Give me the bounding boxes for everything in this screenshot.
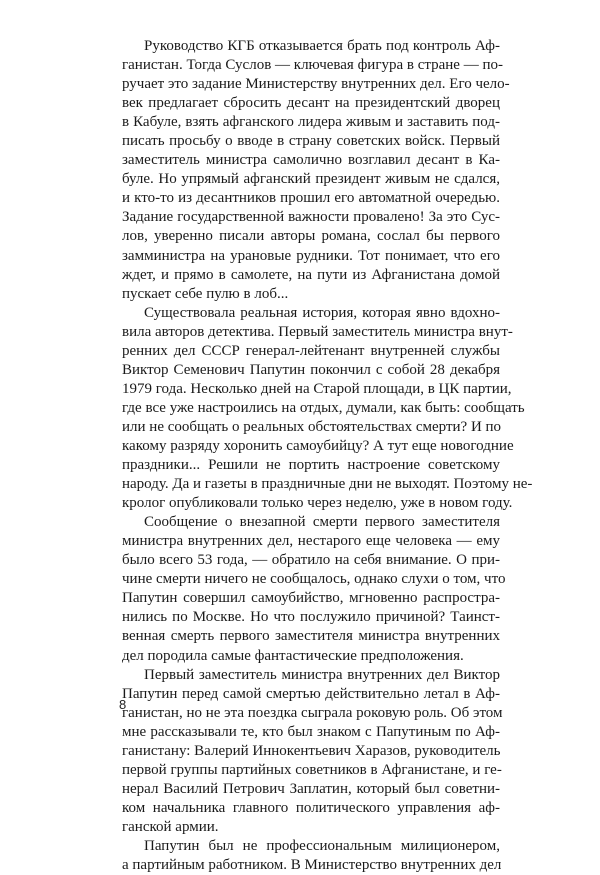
text-line: ком начальника главного политического управления аф- <box>122 799 500 816</box>
text-line: дел породила самые фантастические предположения. <box>122 647 464 664</box>
text-line: Папутин перед самой смертью действительно летал в Аф- <box>122 685 500 702</box>
text-line: буле. Но упрямый афганский президент живым не сдался, <box>122 171 500 188</box>
text-line: ждет, и прямо в самолете, на пути из Афганистана домой <box>122 266 500 283</box>
paragraph-1 <box>122 37 510 304</box>
text-line: ренних дел СССР генерал-лейтенант внутренней службы <box>122 342 500 359</box>
text-line: век предлагает сбросить десант на президентский дворец <box>122 95 500 112</box>
text-line: в Кабуле, взять афганского лидера живым и заставить под- <box>122 114 500 131</box>
text-line: а партийным работником. В Министерство внутренних дел <box>122 857 502 874</box>
text-line: Первый заместитель министра внутренних дел Виктор <box>144 666 500 683</box>
text-line: кролог опубликовали только через неделю, уже в новом году. <box>122 495 513 512</box>
text-line: Существовала реальная история, которая явно вдохно- <box>144 304 500 321</box>
text-line: или не сообщать о реальных обстоятельствах смерти? И по <box>122 418 502 435</box>
text-line: было всего 53 года, — обратило на себя внимание. О при- <box>122 552 500 569</box>
text-line: первой группы партийных советников в Афганистане, и ге- <box>122 761 502 778</box>
text-line: где все уже настроились на отдых, думали, как быть: сообщать <box>122 399 525 416</box>
text-line: нились по Москве. Но что послужило причиной? Таинст- <box>122 609 500 626</box>
text-line: ганистан, но не эта поездка сыграла роковую роль. Об этом <box>122 704 503 721</box>
text-line: заместитель министра самолично возглавил десант в Ка- <box>122 152 500 169</box>
text-line: Сообщение о внезапной смерти первого заместителя <box>144 514 500 531</box>
text-line: какому разряду хоронить самоубийцу? А тут еще новогодние <box>122 437 514 454</box>
text-line: мне рассказывали те, кто был знаком с Папутиным по Аф- <box>122 723 500 740</box>
text-line: пускает себе пулю в лоб... <box>122 285 289 302</box>
text-line: чине смерти ничего не сообщалось, однако слухи о том, что <box>122 571 506 588</box>
text-line: Задание государственной важности провалено! За это Сус- <box>122 209 500 226</box>
text-line: венная смерть первого заместителя министра внутренних <box>122 628 500 645</box>
text-line: министра внутренних дел, нестарого еще человека — ему <box>122 533 500 550</box>
page-number: 8 <box>119 697 127 712</box>
text-line: Руководство КГБ отказывается брать под контроль Аф- <box>144 38 500 54</box>
text-line: 1979 года. Несколько дней на Старой площади, в ЦК партии, <box>122 380 512 397</box>
text-line: писать просьбу о вводе в страну советских войск. Первый <box>122 133 500 150</box>
text-line: народу. Да и газеты в праздничные дни не выходят. Поэтому не- <box>122 476 533 493</box>
paragraph-5 <box>122 837 500 875</box>
text-line: ручает это задание Министерству внутренних дел. Его чело- <box>122 76 510 93</box>
text-line: праздники... Решили не портить настроение советскому <box>122 457 500 474</box>
text-line: Виктор Семенович Папутин покончил с собой 28 декабря <box>122 361 500 378</box>
text-line: ганской армии. <box>122 818 219 835</box>
text-line: вила авторов детектива. Первый заместитель министра внут- <box>122 323 513 340</box>
text-line: Папутин совершил самоубийство, мгновенно распростра- <box>122 590 500 607</box>
paragraph-2 <box>122 304 533 514</box>
text-line: нерал Василий Петрович Заплатин, который был советни- <box>122 780 500 797</box>
text-line: ганистан. Тогда Суслов — ключевая фигура в стране — по- <box>122 57 503 74</box>
paragraph-4 <box>122 666 503 837</box>
page-text <box>122 37 533 875</box>
text-line: и кто-то из десантников прошил его автоматной очередью. <box>122 190 500 207</box>
text-line: лов, уверенно писали авторы романа, сослал бы первого <box>122 228 500 245</box>
text-line: ганистану: Валерий Иннокентьевич Харазов, руководитель <box>122 742 501 759</box>
text-line: Папутин был не профессиональным милиционером, <box>144 837 500 854</box>
text-line: замминистра на урановые рудники. Тот понимает, что его <box>122 247 500 264</box>
paragraph-3 <box>122 513 506 665</box>
